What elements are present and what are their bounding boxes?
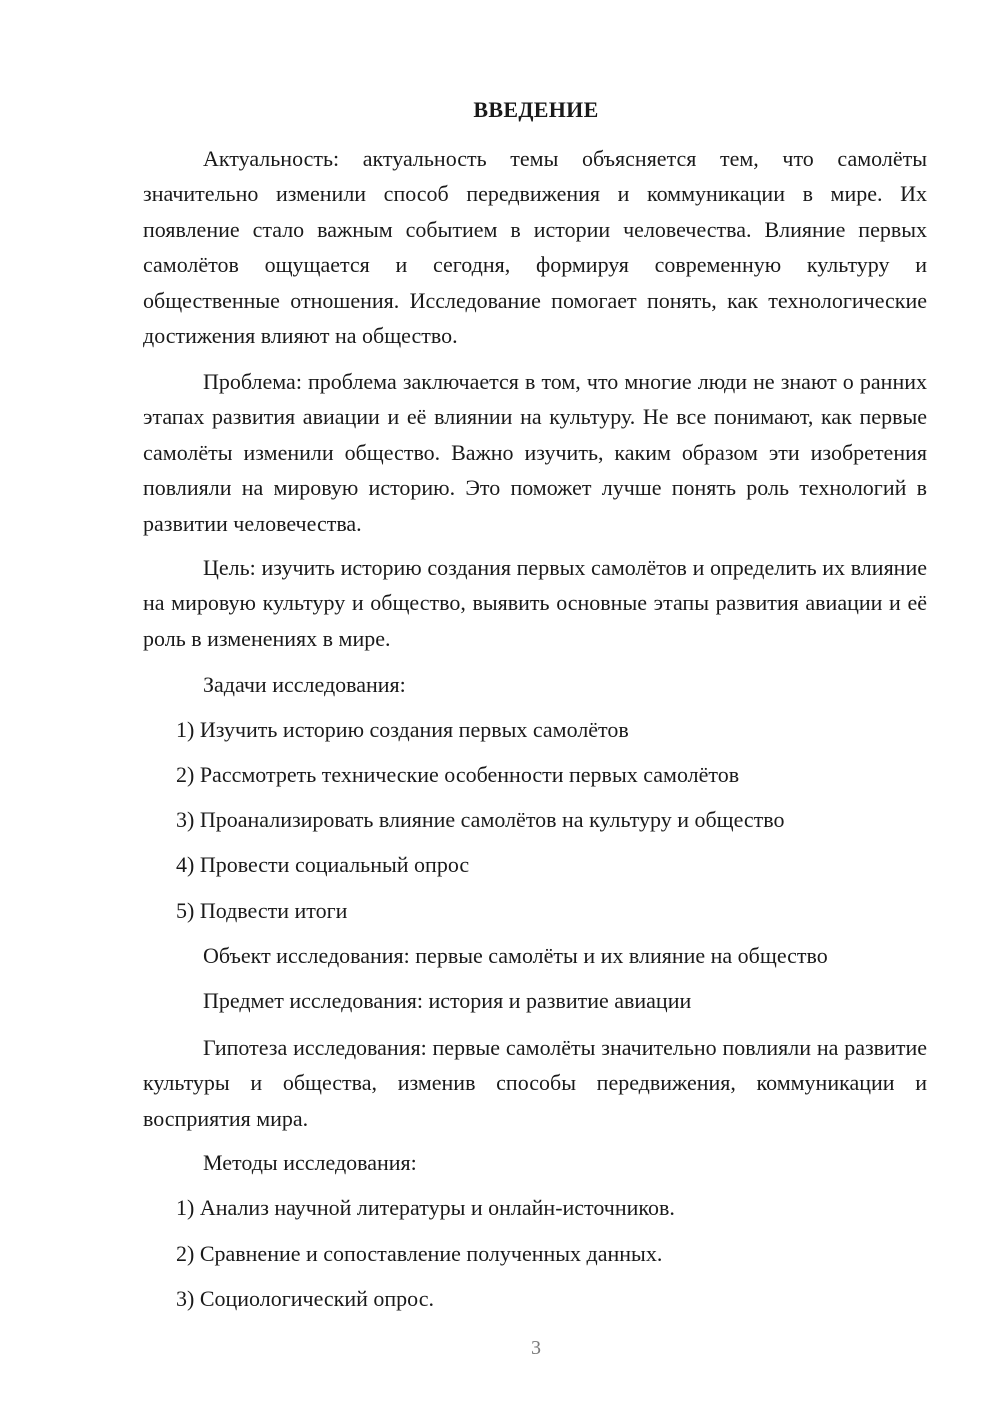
- research-object: Объект исследования: первые самолёты и их влияние на общество: [203, 943, 828, 968]
- research-subject: Предмет исследования: история и развитие авиации: [203, 988, 692, 1013]
- task-list-item: 4) Провести социальный опрос: [176, 852, 470, 877]
- page-number: 3: [531, 1337, 541, 1359]
- task-list-item: 5) Подвести итоги: [176, 898, 348, 923]
- hypothesis-paragraph: Гипотеза исследования: первые самолёты значительно повлияли на развитие культуры и общества, изменив способы передвижения, коммуникации и восприятия мира.: [143, 1035, 927, 1131]
- task-list-item: 2) Рассмотреть технические особенности первых самолётов: [176, 762, 740, 787]
- page-title: ВВЕДЕНИЕ: [473, 97, 599, 122]
- tasks-heading: Задачи исследования:: [203, 672, 406, 697]
- problem-paragraph: Проблема: проблема заключается в том, что многие люди не знают о ранних этапах развития авиации и её влиянии на культуру. Не все понимают, как первые самолёты изменили общество. Важно изучить, каким образом эти изобретения повлияли на мировую историю. Это поможет лучше понять роль технологий в развитии человечества.: [143, 369, 927, 536]
- method-list-item: 2) Сравнение и сопоставление полученных данных.: [176, 1241, 663, 1266]
- goal-paragraph: Цель: изучить историю создания первых самолётов и определить их влияние на мировую культуру и общество, выявить основные этапы развития авиации и её роль в изменениях в мире.: [143, 555, 927, 651]
- methods-heading: Методы исследования:: [203, 1150, 417, 1175]
- relevance-paragraph: Актуальность: актуальность темы объясняется тем, что самолёты значительно изменили способ передвижения и коммуникации в мире. Их появление стало важным событием в истории человечества. Влияние первых самолётов ощущается и сегодня, формируя современную культуру и общественные отношения. Исследование помогает понять, как технологические достижения влияют на общество.: [143, 146, 927, 349]
- task-list-item: 1) Изучить историю создания первых самолётов: [176, 717, 629, 742]
- task-list-item: 3) Проанализировать влияние самолётов на культуру и общество: [176, 807, 785, 832]
- method-list-item: 1) Анализ научной литературы и онлайн-источников.: [176, 1195, 675, 1220]
- method-list-item: 3) Социологический опрос.: [176, 1286, 434, 1311]
